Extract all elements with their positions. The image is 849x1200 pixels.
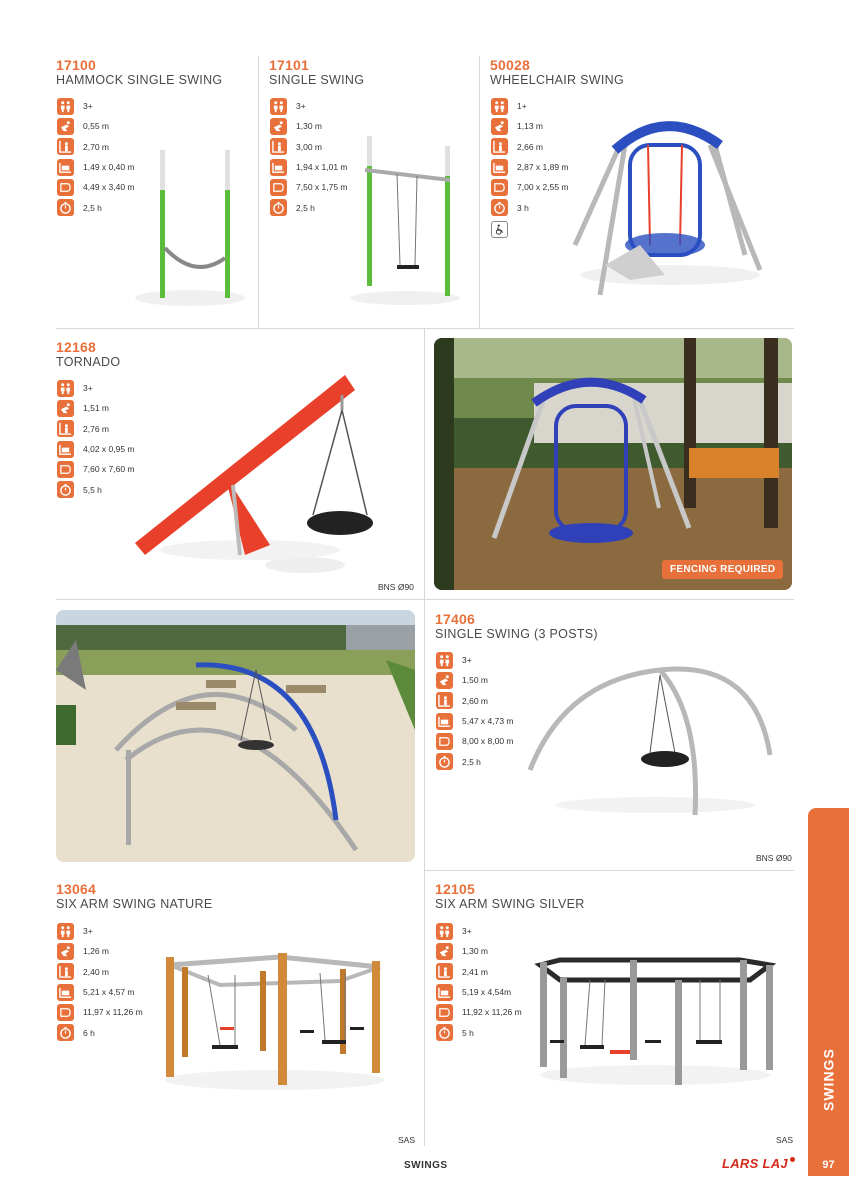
max-height-icon [270, 138, 287, 155]
brand-name: LARS LAJ [722, 1156, 788, 1171]
bns-note: BNS Ø90 [756, 853, 792, 863]
spec-row [491, 157, 569, 177]
dimensions-icon [57, 984, 74, 1001]
spec-row [436, 650, 514, 670]
spec-value: 2,40 m [83, 966, 109, 977]
spec-value: 3+ [83, 383, 93, 394]
safety-area-icon [491, 179, 508, 196]
spec-value: 1,49 x 0,40 m [83, 162, 135, 173]
spec-row [57, 941, 143, 961]
fencing-required-badge: FENCING REQUIRED [662, 560, 783, 579]
product-code: 17100 [56, 57, 96, 73]
max-height-icon [436, 692, 453, 709]
spec-row [436, 1002, 522, 1022]
product-name: TORNADO [56, 355, 121, 369]
safety-area-icon [57, 1004, 74, 1021]
single-swing-image [345, 130, 465, 310]
spec-value: 1,30 m [462, 946, 488, 957]
spec-row [270, 116, 348, 136]
spec-row [57, 1022, 143, 1042]
installation-time-icon [436, 1024, 453, 1041]
spec-value: 2,41 m [462, 966, 488, 977]
side-tab-label: SWINGS [820, 1048, 837, 1112]
spec-value: 5,47 x 4,73 m [462, 716, 514, 727]
product-code: 13064 [56, 881, 96, 897]
spec-value: 4,02 x 0,95 m [83, 444, 135, 455]
brand-dot [790, 1157, 795, 1162]
spec-row [436, 751, 514, 771]
spec-value: 2,5 h [83, 202, 102, 213]
spec-value: 2,70 m [83, 141, 109, 152]
age-icon [436, 923, 453, 940]
spec-value: 0,55 m [83, 121, 109, 132]
six-arm-nature-image [160, 945, 390, 1095]
spec-row [436, 691, 514, 711]
spec-value: 4,49 x 3,40 m [83, 182, 135, 193]
spec-value: 8,00 x 8,00 m [462, 736, 514, 747]
divider-row1 [56, 328, 794, 329]
dimensions-icon [270, 159, 287, 176]
fall-height-icon [436, 672, 453, 689]
installation-time-icon [57, 1024, 74, 1041]
spec-row [491, 177, 569, 197]
installation-time-icon [57, 481, 74, 498]
safety-area-icon [270, 179, 287, 196]
divider-r2 [424, 328, 425, 599]
spec-value: 5,5 h [83, 484, 102, 495]
footer-section-label: SWINGS [404, 1160, 448, 1171]
spec-row [491, 197, 569, 217]
max-height-icon [57, 420, 74, 437]
spec-value: 11,97 x 11,26 m [83, 1007, 143, 1018]
spec-value: 3+ [462, 655, 472, 666]
divider-row3 [425, 870, 794, 871]
spec-value: 2,5 h [296, 202, 315, 213]
spec-row [436, 962, 522, 982]
safety-area-icon [436, 733, 453, 750]
spec-value: 3 h [517, 202, 529, 213]
spec-row [57, 398, 135, 418]
spec-list [436, 921, 522, 1043]
spec-value: 7,60 x 7,60 m [83, 464, 135, 475]
spec-row [57, 479, 135, 499]
spec-value: 2,66 m [517, 141, 543, 152]
product-name: SINGLE SWING (3 POSTS) [435, 627, 598, 641]
spec-value: 1,94 x 1,01 m [296, 162, 348, 173]
product-name: SIX ARM SWING NATURE [56, 897, 213, 911]
wheelchair-icon [491, 221, 508, 238]
installation-time-icon [491, 199, 508, 216]
installation-time-icon [270, 199, 287, 216]
spec-list [57, 921, 143, 1043]
hammock-swing-image [130, 140, 250, 310]
section-side-tab [808, 808, 849, 1176]
age-icon [270, 98, 287, 115]
wheelchair-swing-image [570, 105, 780, 305]
spec-row [491, 96, 569, 116]
spec-row [270, 157, 348, 177]
page-number: 97 [822, 1159, 835, 1171]
spec-row [436, 982, 522, 1002]
product-code: 12105 [435, 881, 475, 897]
spec-value: 2,60 m [462, 695, 488, 706]
spec-value: 3+ [462, 926, 472, 937]
divider-row2 [56, 599, 794, 600]
sas-note: SAS [776, 1135, 794, 1145]
spec-row [436, 670, 514, 690]
safety-area-icon [436, 1004, 453, 1021]
spec-value: 1,26 m [83, 946, 109, 957]
spec-row [57, 96, 135, 116]
product-code: 12168 [56, 339, 96, 355]
spec-list [491, 96, 569, 238]
safety-area-icon [57, 461, 74, 478]
spec-value: 1,13 m [517, 121, 543, 132]
fall-height-icon [57, 400, 74, 417]
spec-row [270, 177, 348, 197]
max-height-icon [57, 138, 74, 155]
age-icon [57, 98, 74, 115]
product-name: SINGLE SWING [269, 73, 365, 87]
spec-row [57, 982, 143, 1002]
safety-area-icon [57, 179, 74, 196]
spec-value: 6 h [83, 1027, 95, 1038]
spec-row [57, 962, 143, 982]
spec-row [57, 921, 143, 941]
spec-value: 3+ [296, 101, 306, 112]
spec-value: 2,87 x 1,89 m [517, 162, 569, 173]
product-code: 50028 [490, 57, 530, 73]
three-post-swing-image [525, 655, 780, 820]
spec-list [57, 96, 135, 218]
dimensions-icon [436, 984, 453, 1001]
max-height-icon [57, 963, 74, 980]
max-height-icon [491, 138, 508, 155]
spec-row [436, 941, 522, 961]
divider-r1-a [258, 56, 259, 328]
dimensions-icon [57, 441, 74, 458]
age-icon [436, 652, 453, 669]
spec-row [436, 711, 514, 731]
spec-value: 7,50 x 1,75 m [296, 182, 348, 193]
spec-row [57, 197, 135, 217]
dimensions-icon [491, 159, 508, 176]
spec-value: 1+ [517, 101, 527, 112]
tornado-swing-image [130, 365, 420, 580]
product-name: HAMMOCK SINGLE SWING [56, 73, 223, 87]
spec-value: 1,50 m [462, 675, 488, 686]
spec-value: 3,00 m [296, 141, 322, 152]
wheelchair-swing-photo [434, 338, 792, 590]
age-icon [57, 380, 74, 397]
product-name: WHEELCHAIR SWING [490, 73, 624, 87]
spec-row [57, 459, 135, 479]
spec-value: 11,92 x 11,26 m [462, 1007, 522, 1018]
spec-row [57, 1002, 143, 1022]
fall-height-icon [436, 943, 453, 960]
divider-r3 [424, 599, 425, 1146]
fall-height-icon [270, 118, 287, 135]
six-arm-swing-photo [56, 610, 415, 862]
spec-value: 2,76 m [83, 423, 109, 434]
bns-note: BNS Ø90 [378, 582, 414, 592]
fall-height-icon [57, 943, 74, 960]
age-icon [57, 923, 74, 940]
spec-value: 3+ [83, 101, 93, 112]
spec-row [436, 921, 522, 941]
spec-row [436, 1022, 522, 1042]
spec-value: 5,21 x 4,57 m [83, 987, 135, 998]
installation-time-icon [436, 753, 453, 770]
spec-value: 5,19 x 4,54m [462, 987, 512, 998]
fall-height-icon [57, 118, 74, 135]
product-code: 17406 [435, 611, 475, 627]
spec-row [57, 157, 135, 177]
spec-list [270, 96, 348, 218]
divider-r1-b [479, 56, 480, 328]
spec-value: 1,30 m [296, 121, 322, 132]
spec-row [57, 137, 135, 157]
spec-row [491, 116, 569, 136]
spec-value: 2,5 h [462, 756, 481, 767]
age-icon [491, 98, 508, 115]
spec-row [57, 177, 135, 197]
dimensions-icon [57, 159, 74, 176]
max-height-icon [436, 963, 453, 980]
spec-row [270, 96, 348, 116]
brand-logo [722, 1156, 795, 1171]
product-code: 17101 [269, 57, 309, 73]
six-arm-silver-image [530, 950, 780, 1090]
spec-row [57, 419, 135, 439]
installation-time-icon [57, 199, 74, 216]
spec-value: 3+ [83, 926, 93, 937]
spec-row [57, 439, 135, 459]
spec-value: 1,51 m [83, 403, 109, 414]
fall-height-icon [491, 118, 508, 135]
sas-note: SAS [398, 1135, 416, 1145]
spec-row [270, 137, 348, 157]
spec-row [57, 116, 135, 136]
spec-row [270, 197, 348, 217]
spec-value: 7,00 x 2,55 m [517, 182, 569, 193]
spec-list [57, 378, 135, 500]
dimensions-icon [436, 713, 453, 730]
spec-list [436, 650, 514, 772]
product-name: SIX ARM SWING SILVER [435, 897, 585, 911]
spec-row [57, 378, 135, 398]
spec-value: 5 h [462, 1027, 474, 1038]
spec-row [436, 731, 514, 751]
spec-row [491, 137, 569, 157]
